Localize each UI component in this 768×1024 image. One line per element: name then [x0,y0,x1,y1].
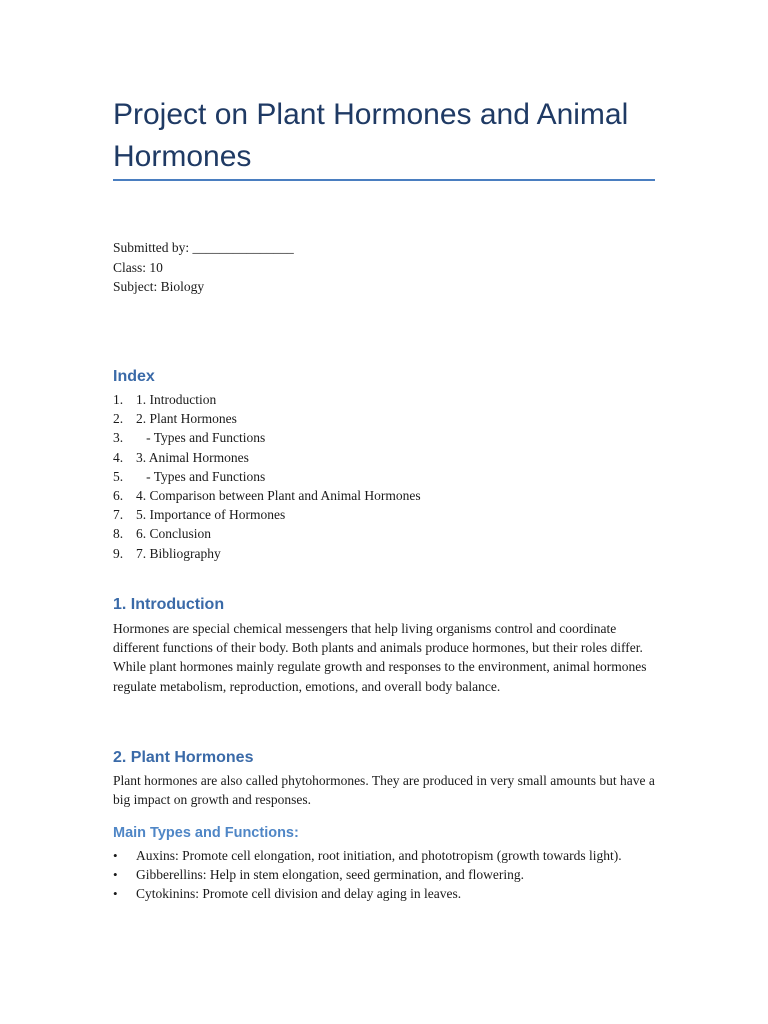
index-item-number: 8. [113,526,124,542]
index-item [113,524,421,543]
title-underline [113,179,655,181]
index-item-text: 4. Comparison between Plant and Animal Hormones [136,488,421,504]
subject-line: Subject: Biology [113,279,205,294]
bullet-icon: • [113,867,118,883]
bullet-text: Cytokinins: Promote cell division and delay aging in leaves. [136,886,462,902]
index-item [113,409,421,428]
index-item-text: - Types and Functions [136,468,266,484]
index-item [113,390,421,409]
bullet-item [113,846,655,865]
plant-hormone-bullets [113,846,655,904]
index-item-text: 6. Conclusion [136,526,212,542]
submission-info [113,238,294,297]
bullet-icon: • [113,848,118,863]
index-item-number: 1. [113,392,124,407]
index-item-text: 5. Importance of Hormones [136,507,286,523]
index-item-text: - Types and Functions [136,430,266,446]
index-item-number: 6. [113,488,124,504]
index-item-number: 9. [113,545,124,561]
index-item-text: 7. Bibliography [136,545,221,561]
class-line: Class: 10 [113,259,163,275]
document-title: Project on Plant Hormones and Animal Hormones [113,98,629,173]
bullet-item [113,884,655,903]
index-item-number: 5. [113,468,124,484]
index-item-number: 2. [113,411,124,427]
bullet-text: Gibberellins: Help in stem elongation, seed germination, and flowering. [136,867,525,883]
index-item-text: 1. Introduction [136,392,217,407]
index-item [113,544,421,563]
index-item [113,467,421,486]
plant-hormones-paragraph: Plant hormones are also called phytohormones. They are produced in very small amounts but have a big impact on growth and responses. [113,773,655,808]
introduction-paragraph: Hormones are special chemical messengers that help living organisms control and coordinate different functions of their body. Both plants and animals produce hormones, but their roles differ. While plant hormones mainly regulate growth and responses to the environment, animal hormones regulate metabolism, reproduction, emotions, and overall body balance. [113,621,647,694]
index-item [113,486,421,505]
index-item [113,505,421,524]
index-item-text: 3. Animal Hormones [136,449,249,465]
index-list [113,390,421,563]
index-item-number: 4. [113,449,124,465]
index-item-number: 3. [113,430,124,446]
submitted-by-line: Submitted by: _______________ [113,240,294,255]
index-item-text: 2. Plant Hormones [136,411,237,427]
bullet-text: Auxins: Promote cell elongation, root initiation, and phototropism (growth towards light). [136,848,622,863]
index-item-number: 7. [113,507,124,523]
plant-hormones-heading: 2. Plant Hormones [113,749,254,766]
main-types-subheading: Main Types and Functions: [113,825,299,841]
index-item [113,448,421,467]
index-item [113,428,421,447]
index-heading: Index [113,368,155,385]
bullet-icon: • [113,886,118,902]
bullet-item [113,865,655,884]
introduction-heading: 1. Introduction [113,596,225,613]
